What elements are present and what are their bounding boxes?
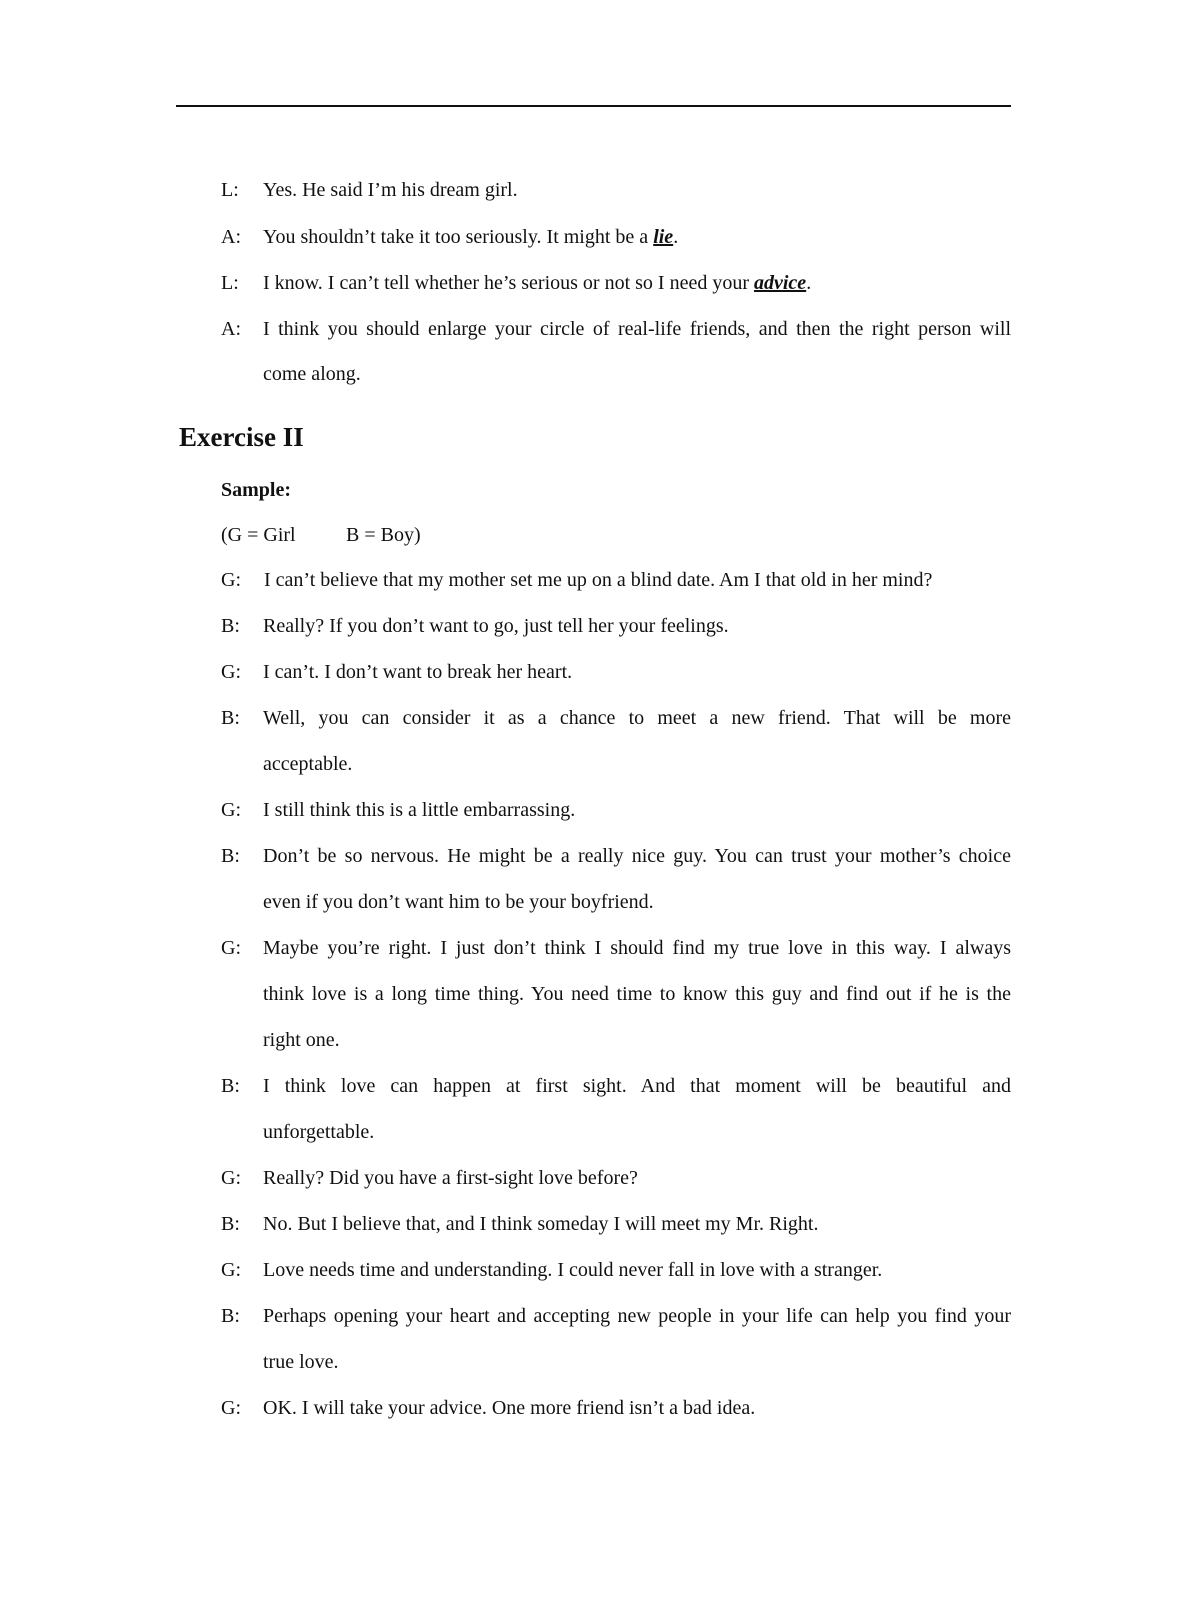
sample-label: Sample:	[221, 479, 291, 501]
line-continuation: unforgettable.	[263, 1121, 375, 1143]
text-segment: .	[673, 226, 679, 248]
line-text: Maybe you’re right. I just don’t think I should find my true love in this way. I always	[263, 937, 1011, 959]
text-segment: You shouldn’t take it too seriously. It might be a	[263, 226, 654, 248]
section-heading: Exercise II	[179, 422, 304, 452]
legend-boy: B = Boy)	[346, 524, 421, 546]
line-text: OK. I will take your advice. One more friend isn’t a bad idea.	[263, 1397, 756, 1419]
keyword: lie	[653, 226, 674, 248]
line-text: Really? If you don’t want to go, just tell her your feelings.	[263, 615, 729, 637]
speaker-label: G:	[221, 1167, 241, 1189]
line-continuation: right one.	[263, 1029, 340, 1051]
line-text: Yes. He said I’m his dream girl.	[263, 179, 518, 201]
speaker-label: G:	[221, 661, 241, 683]
speaker-label: A:	[221, 318, 241, 340]
speaker-label: B:	[221, 707, 240, 729]
speaker-label: B:	[221, 1213, 240, 1235]
line-text: I think you should enlarge your circle of real-life friends, and then the right person will	[263, 318, 1011, 340]
text-segment: I know. I can’t tell whether he’s serious or not so I need your	[263, 272, 754, 294]
line-text: Don’t be so nervous. He might be a really nice guy. You can trust your mother’s choice	[263, 845, 1011, 867]
speaker-label: G:	[221, 1397, 241, 1419]
line-continuation: true love.	[263, 1351, 339, 1373]
speaker-label: B:	[221, 845, 240, 867]
line-continuation: think love is a long time thing. You need time to know this guy and find out if he is the	[263, 983, 1011, 1005]
line-text: I think love can happen at first sight. And that moment will be beautiful and	[263, 1075, 1011, 1097]
speaker-label: B:	[221, 1305, 240, 1327]
speaker-label: G:	[221, 1259, 241, 1281]
line-continuation: come along.	[263, 363, 361, 385]
speaker-label: G:	[221, 937, 241, 959]
line-text: I can’t believe that my mother set me up on a blind date. Am I that old in her mind?	[264, 569, 933, 591]
speaker-label: L:	[221, 179, 239, 201]
line-text: No. But I believe that, and I think someday I will meet my Mr. Right.	[263, 1213, 819, 1235]
line-text	[263, 225, 1011, 249]
speaker-label: G:	[221, 569, 241, 591]
speaker-legend	[221, 523, 421, 547]
line-text: Well, you can consider it as a chance to meet a new friend. That will be more	[263, 707, 1011, 729]
legend-girl: (G = Girl	[221, 524, 296, 546]
line-continuation: acceptable.	[263, 753, 353, 775]
speaker-label: G:	[221, 799, 241, 821]
speaker-label: B:	[221, 615, 240, 637]
line-text: I still think this is a little embarrassing.	[263, 799, 576, 821]
keyword: advice	[754, 272, 807, 294]
header-rule	[176, 105, 1011, 107]
line-continuation: even if you don’t want him to be your boyfriend.	[263, 891, 654, 913]
line-text	[263, 271, 1011, 295]
speaker-label: A:	[221, 226, 241, 248]
speaker-label: L:	[221, 272, 239, 294]
line-text: Really? Did you have a first-sight love before?	[263, 1167, 638, 1189]
line-text: I can’t. I don’t want to break her heart.	[263, 661, 573, 683]
text-segment: .	[806, 272, 812, 294]
line-text: Perhaps opening your heart and accepting new people in your life can help you find your	[263, 1305, 1011, 1327]
line-text: Love needs time and understanding. I could never fall in love with a stranger.	[263, 1259, 883, 1281]
speaker-label: B:	[221, 1075, 240, 1097]
